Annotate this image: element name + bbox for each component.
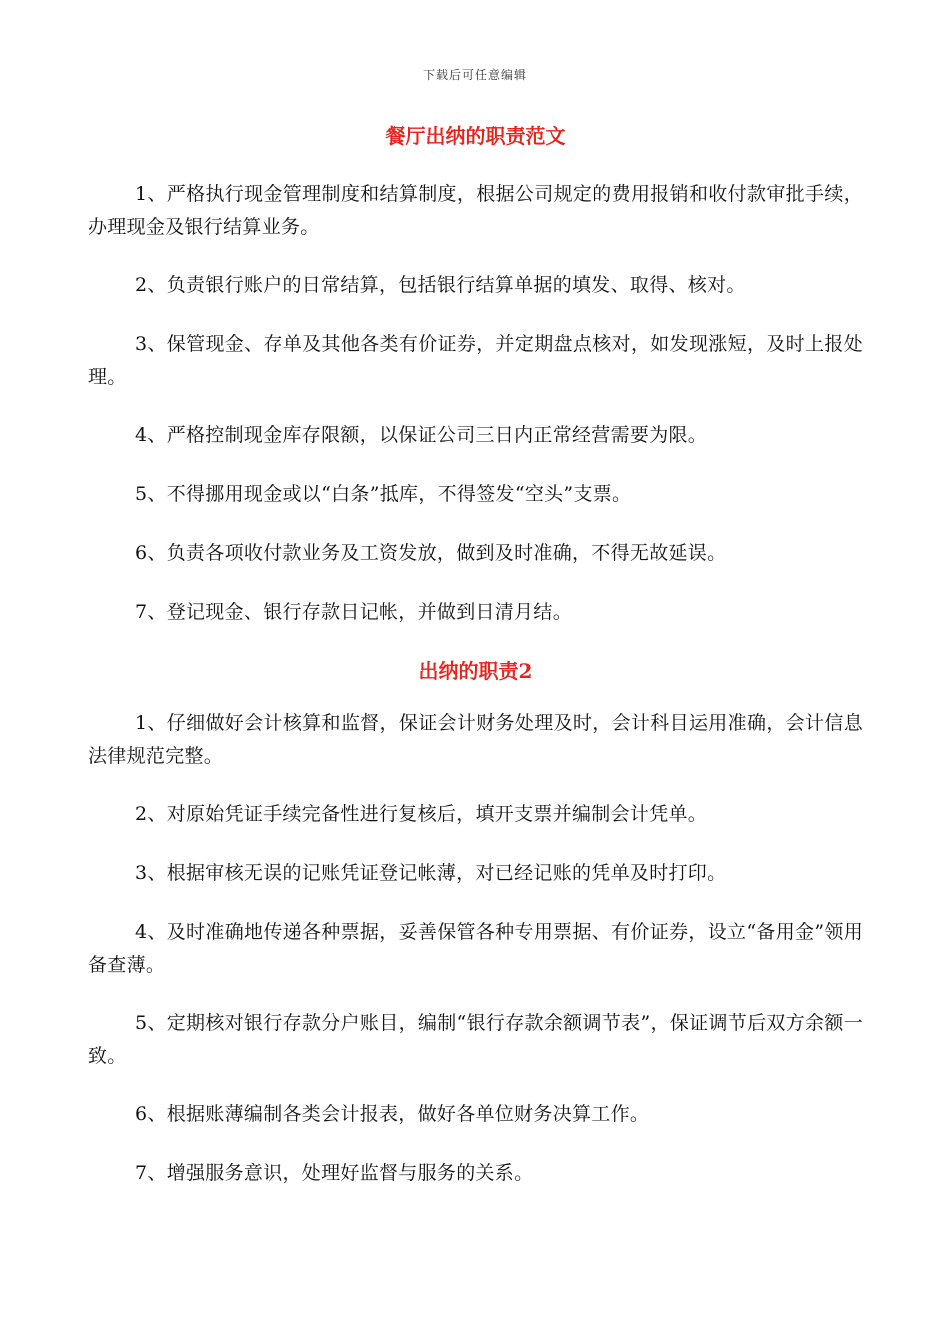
section-title-2: 出纳的职责2 <box>418 659 533 683</box>
paragraph: 4、及时准确地传递各种票据，妥善保管各种专用票据、有价证券，设立“备用金”领用备查薄。 <box>88 921 863 976</box>
paragraph: 7、登记现金、银行存款日记帐，并做到日清月结。 <box>135 601 572 623</box>
paragraph: 2、负责银行账户的日常结算，包括银行结算单据的填发、取得、核对。 <box>135 274 746 296</box>
paragraph: 6、负责各项收付款业务及工资发放，做到及时准确，不得无故延误。 <box>135 542 727 564</box>
header-note: 下载后可任意编辑 <box>422 68 527 82</box>
paragraph: 1、仔细做好会计核算和监督，保证会计财务处理及时，会计科目运用准确，会计信息法律规范完整。 <box>88 712 863 767</box>
paragraph: 2、对原始凭证手续完备性进行复核后，填开支票并编制会计凭单。 <box>135 803 708 825</box>
paragraph: 1、严格执行现金管理制度和结算制度，根据公司规定的费用报销和收付款审批手续，办理现金及银行结算业务。 <box>88 183 863 238</box>
document-body <box>88 120 863 1216</box>
paragraph: 5、定期核对银行存款分户账目，编制“银行存款余额调节表”，保证调节后双方余额一致。 <box>88 1012 863 1067</box>
paragraph: 7、增强服务意识，处理好监督与服务的关系。 <box>135 1162 534 1184</box>
paragraph: 3、根据审核无误的记账凭证登记帐薄，对已经记账的凭单及时打印。 <box>135 862 727 884</box>
paragraph: 3、保管现金、存单及其他各类有价证券，并定期盘点核对，如发现涨短，及时上报处理。 <box>88 333 863 388</box>
paragraph: 4、严格控制现金库存限额，以保证公司三日内正常经营需要为限。 <box>135 424 708 446</box>
section-title-1: 餐厅出纳的职责范文 <box>385 124 566 148</box>
paragraph: 5、不得挪用现金或以“白条”抵库，不得签发“空头”支票。 <box>135 483 632 505</box>
paragraph: 6、根据账薄编制各类会计报表，做好各单位财务决算工作。 <box>135 1103 650 1125</box>
